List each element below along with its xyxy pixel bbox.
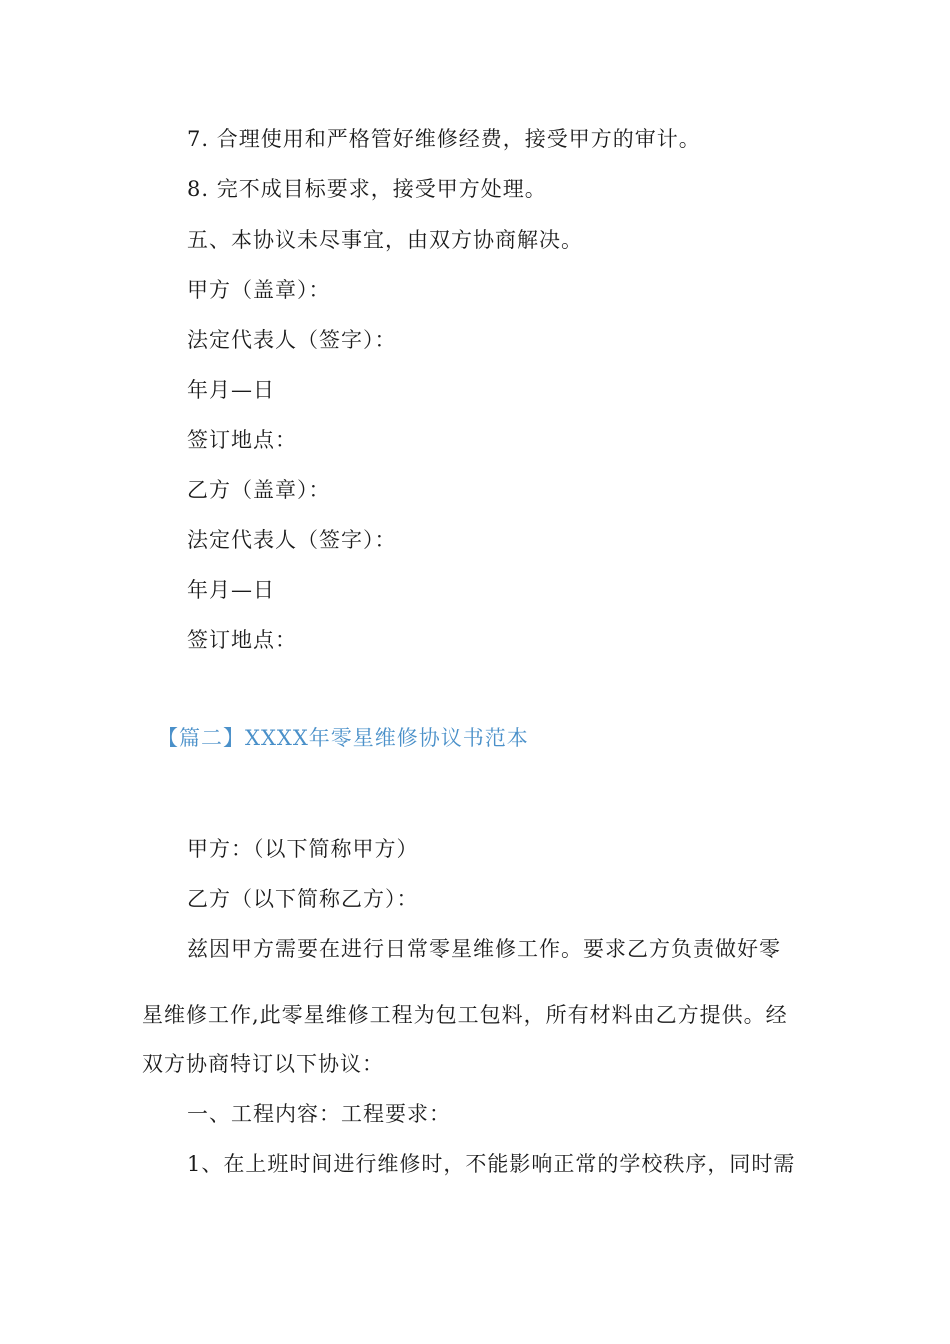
clause-one-title: 一、工程内容：工程要求： [187,1102,451,1126]
clause-five: 五、本协议未尽事宜，由双方协商解决。 [187,228,583,252]
party-b-date: 年月—日 [187,578,275,602]
clause-item-8: 8. 完不成目标要求，接受甲方处理。 [187,177,547,201]
intro-paragraph-line-2: 星维修工作,此零星维修工程为包工包料，所有材料由乙方提供。经 [142,1003,788,1027]
party-a-seal: 甲方（盖章）： [187,278,331,302]
intro-paragraph-line-1: 兹因甲方需要在进行日常零星维修工作。要求乙方负责做好零 [187,937,781,961]
party-b-place: 签订地点： [187,628,297,652]
party-b-definition: 乙方（以下简称乙方）： [187,887,419,911]
section-heading[interactable]: 【篇二】XXXX年零星维修协议书范本 [157,726,529,750]
party-a-definition: 甲方：（以下简称甲方） [187,837,419,861]
party-a-date: 年月—日 [187,378,275,402]
clause-item-7: 7. 合理使用和严格管好维修经费，接受甲方的审计。 [187,127,701,151]
party-b-seal: 乙方（盖章）： [187,478,331,502]
clause-one-item-1: 1、在上班时间进行维修时，不能影响正常的学校秩序，同时需 [187,1152,796,1176]
party-a-place: 签订地点： [187,428,297,452]
intro-paragraph-line-3: 双方协商特订以下协议： [142,1052,384,1076]
party-b-legal-rep: 法定代表人（签字）： [187,528,397,552]
party-a-legal-rep: 法定代表人（签字）： [187,328,397,352]
